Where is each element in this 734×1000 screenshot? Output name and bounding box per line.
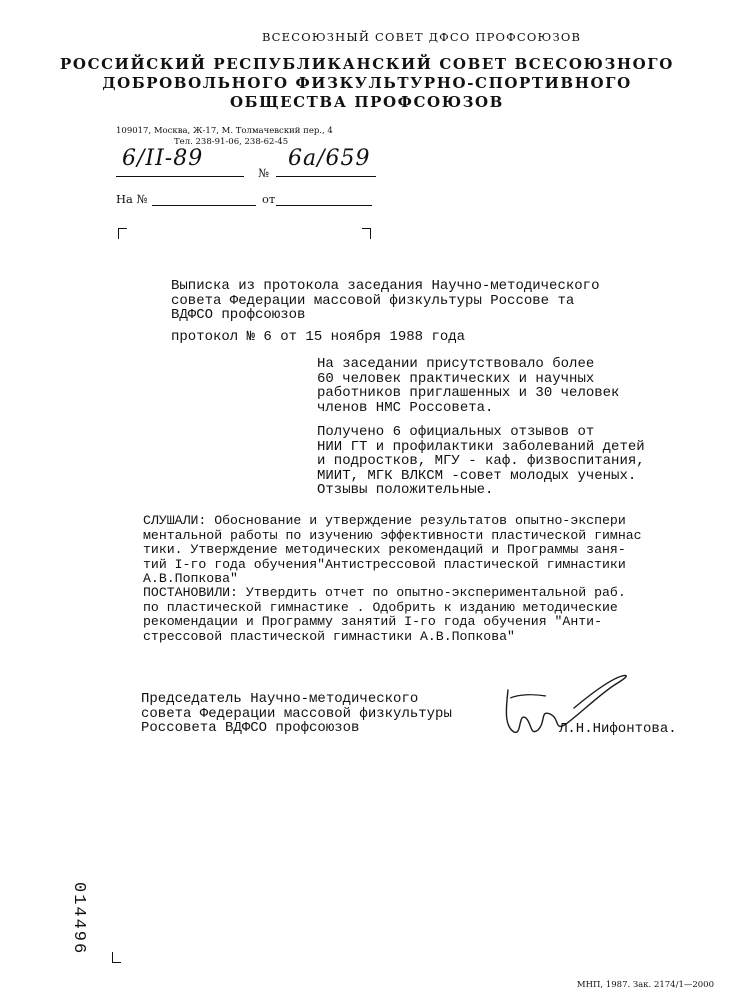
reply-underline	[152, 205, 256, 206]
reviews-line: НИИ ГТ и профилактики заболеваний детей	[317, 438, 645, 455]
org-name-line-1: РОССИЙСКИЙ РЕСПУБЛИКАНСКИЙ СОВЕТ ВСЕСОЮЗНОГО	[60, 55, 674, 73]
signatory-position-line: совета Федерации массовой физкультуры	[141, 705, 452, 722]
org-address: 109017, Москва, Ж-17, М. Толмачевский пер., 4	[116, 126, 333, 136]
number-underline	[276, 176, 376, 177]
attendance-line: членов НМС Россовета.	[317, 399, 494, 416]
attendance-line: работников приглашенных и 30 человек	[317, 385, 620, 401]
protocol-line: протокол № 6 от 15 ноября 1988 года	[171, 329, 466, 345]
heard-paragraph	[143, 514, 642, 587]
reviews-line: Получено 6 официальных отзывов от	[317, 424, 595, 440]
resolved-line: стрессовой пластической гимнастики А.В.Попкова"	[143, 628, 515, 644]
council-top-line: ВСЕСОЮЗНЫЙ СОВЕТ ДФСО ПРОФСОЮЗОВ	[262, 30, 582, 44]
extract-title-line: совета Федерации массовой физкультуры Россове та	[171, 292, 575, 309]
resolved-line: ПОСТАНОВИЛИ: Утвердить отчет по опытно-экспериментальной раб.	[143, 585, 626, 600]
org-name-line-3: ОБЩЕСТВА ПРОФСОЮЗОВ	[230, 93, 504, 111]
signatory-position	[141, 692, 452, 736]
resolved-paragraph	[143, 586, 626, 644]
address-corner-left	[118, 228, 127, 239]
extract-title-line: ВДФСО профсоюзов	[171, 307, 306, 323]
printing-footer: МНП, 1987. Зак. 2174/1—2000	[576, 980, 714, 990]
attendance-line: На заседании присутствовало более	[317, 356, 595, 372]
extract-title	[171, 279, 599, 323]
reviews-line: и подростков, МГУ - каф. физвоспитания,	[317, 453, 645, 469]
from-label: от	[262, 192, 276, 206]
number-label: №	[258, 166, 269, 180]
reply-label: На №	[116, 192, 148, 206]
attendance-paragraph	[317, 357, 619, 415]
extract-title-line: Выписка из протокола заседания Научно-методического	[171, 278, 600, 294]
document-serial-stamp: 014496	[69, 882, 88, 956]
resolved-line: по пластической гимнастике . Одобрить к изданию методические	[143, 599, 618, 615]
heard-line: А.В.Попкова"	[143, 571, 238, 586]
date-underline	[116, 176, 244, 177]
attendance-line: 60 человек практических и научных	[317, 370, 595, 387]
org-phone: Тел. 238-91-06, 238-62-45	[174, 137, 289, 147]
handwritten-date: 6/II-89	[122, 146, 204, 171]
signatory-name: Л.Н.Нифонтова.	[559, 721, 677, 737]
org-name-line-2: ДОБРОВОЛЬНОГО ФИЗКУЛЬТУРНО-СПОРТИВНОГО	[102, 74, 632, 92]
heard-line: тий I-го года обучения"Антистрессовой пластической гимнастики	[143, 556, 626, 572]
reviews-line: МИИТ, МГК ВЛКСМ -совет молодых ученых.	[317, 467, 637, 484]
heard-line: СЛУШАЛИ: Обоснование и утверждение результатов опытно-экспери	[143, 513, 626, 528]
reviews-paragraph	[317, 425, 645, 498]
heard-line: тики. Утверждение методических рекомендаций и Программы заня-	[143, 542, 626, 557]
heard-line: ментальной работы по изучению эффективности пластической гимнас	[143, 527, 642, 543]
signatory-position-line: Россовета ВДФСО профсоюзов	[141, 720, 360, 736]
signatory-position-line: Председатель Научно-методического	[141, 691, 419, 707]
reviews-line: Отзывы положительные.	[317, 482, 494, 498]
bottom-corner-mark	[112, 952, 121, 963]
address-corner-right	[362, 228, 371, 239]
from-underline	[276, 205, 372, 206]
handwritten-number: 6а/659	[288, 146, 371, 171]
resolved-line: рекомендации и Программу занятий I-го года обучения "Анти-	[143, 614, 602, 629]
